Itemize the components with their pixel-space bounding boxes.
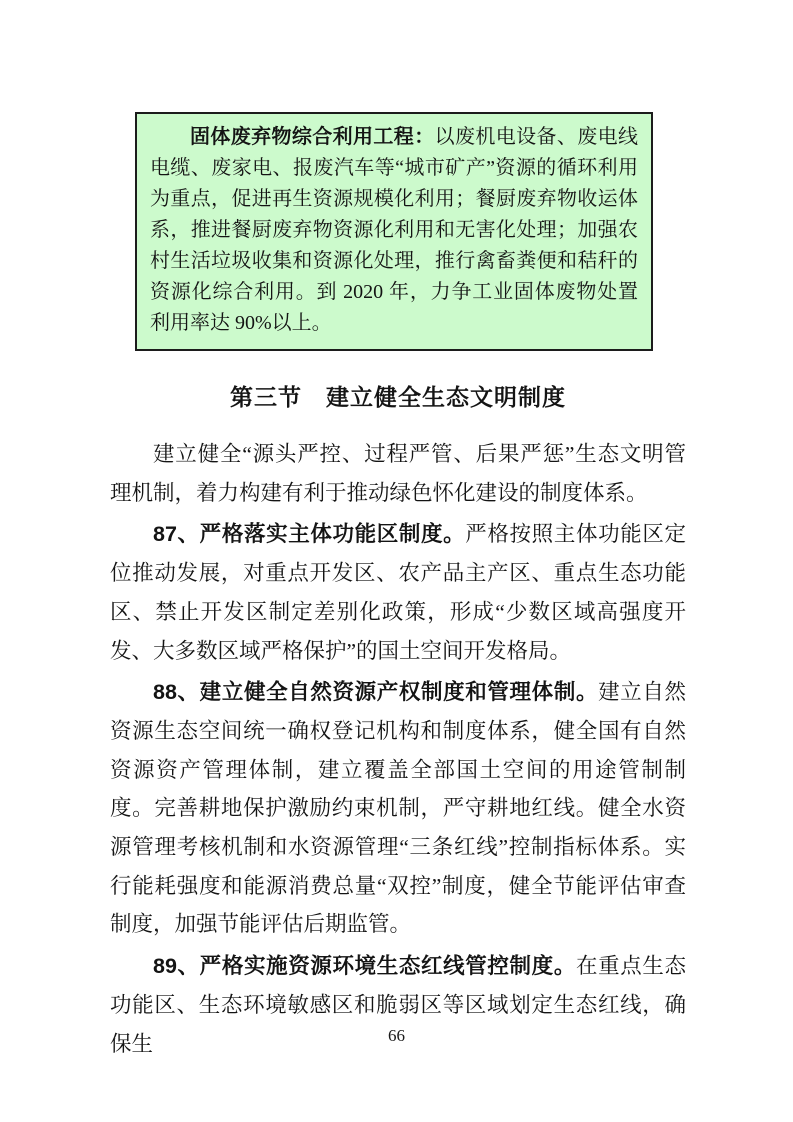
paragraph-intro — [110, 435, 686, 512]
paragraph-88 — [110, 673, 686, 944]
paragraph-89-lead: 89、严格实施资源环境生态红线管控制度。 — [153, 954, 576, 979]
green-box-body-text: 以废机电设备、废电线电缆、废家电、报废汽车等“城市矿产”资源的循环利用为重点，促进再生资源规模化利用；餐厨废弃物收运体系，推进餐厨废弃物资源化利用和无害化处理；加强农村生活垃圾收集和资源化处理，推行禽畜粪便和秸秆的资源化综合利用。到 2020 年，力争工业固体废物处置利用率达 90%以上。 — [150, 126, 639, 334]
green-box-title: 固体废弃物综合利用工程： — [190, 126, 435, 148]
paragraph-87 — [110, 515, 686, 670]
paragraph-intro-text: 建立健全“源头严控、过程严管、后果严惩”生态文明管理机制，着力构建有利于推动绿色怀化建设的制度体系。 — [110, 442, 686, 505]
body-text — [110, 435, 686, 1063]
paragraph-89-text: 在重点生态功能区、生态环境敏感区和脆弱区等区域划定生态红线，确保生 — [110, 954, 686, 1056]
paragraph-87-text: 严格按照主体功能区定位推动发展，对重点开发区、农产品主产区、重点生态功能区、禁止开发区制定差别化政策，形成“少数区域高强度开发、大多数区域严格保护”的国土空间开发格局。 — [110, 522, 686, 663]
page-number: 66 — [388, 1026, 405, 1045]
section-heading: 第三节 建立健全生态文明制度 — [230, 385, 566, 410]
page-content — [110, 112, 686, 1066]
green-box-paragraph — [150, 122, 638, 339]
project-highlight-box — [135, 112, 653, 351]
paragraph-88-text: 建立自然资源生态空间统一确权登记机构和制度体系，健全国有自然资源资产管理体制，建立覆盖全部国土空间的用途管制制度。完善耕地保护激励约束机制，严守耕地红线。健全水资源管理考核机制和水资源管理“三条红线”控制指标体系。实行能耗强度和能源消费总量“双控”制度，健全节能评估审查制度，加强节能评估后期监管。 — [110, 680, 686, 937]
paragraph-88-lead: 88、建立健全自然资源产权制度和管理体制。 — [153, 680, 599, 705]
paragraph-87-lead: 87、严格落实主体功能区制度。 — [153, 522, 466, 547]
